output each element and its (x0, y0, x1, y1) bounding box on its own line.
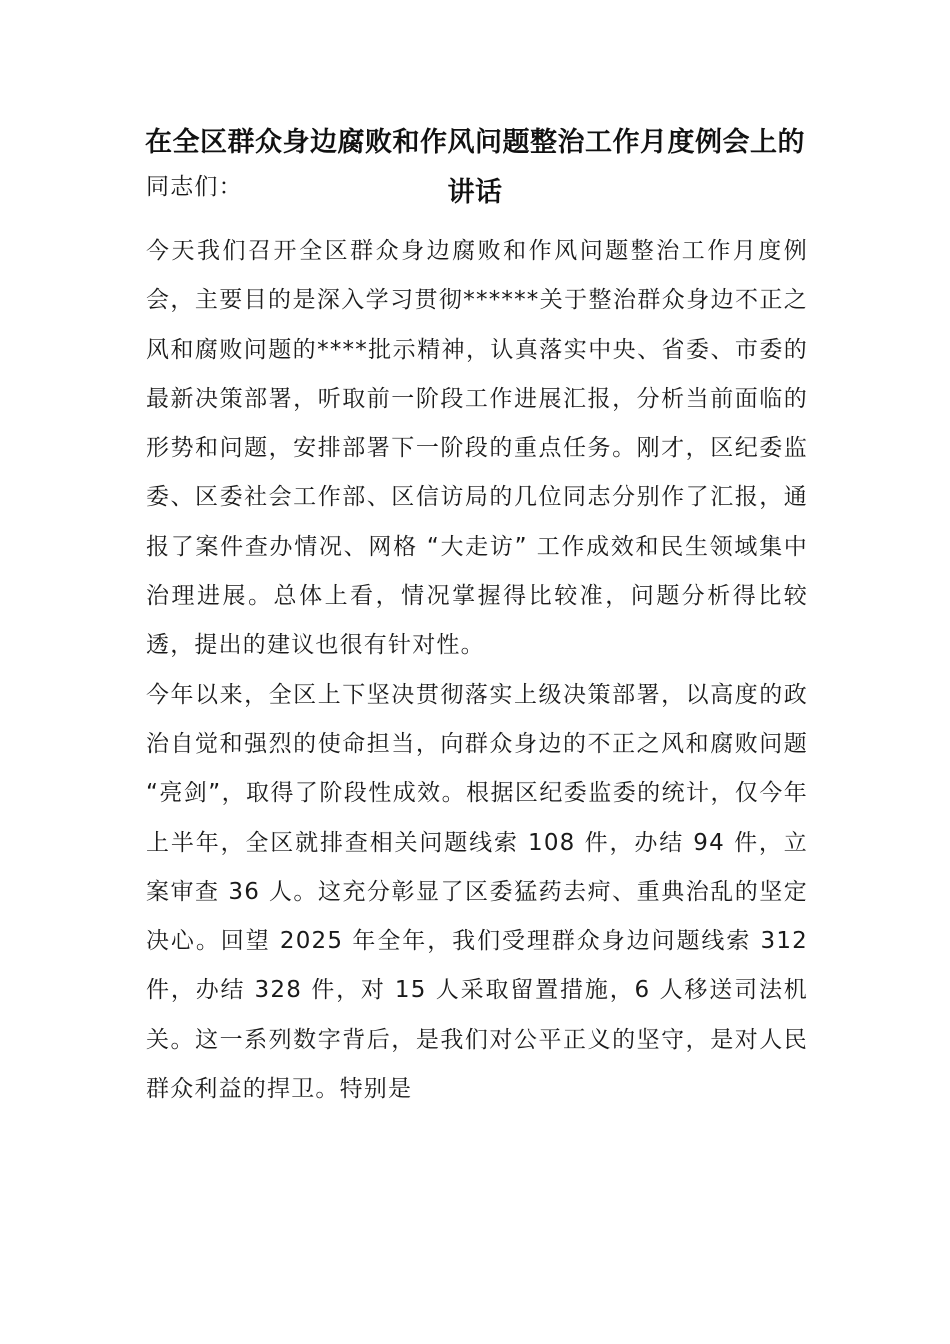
salutation: 同志们： (146, 174, 243, 200)
paragraph-1: 今天我们召开全区群众身边腐败和作风问题整治工作月度例会，主要目的是深入学习贯彻******关于整治群众身边不正之风和腐败问题的****批示精神，认真落实中央、省委、市委的最新决策部署，听取前一阶段工作进展汇报，分析当前面临的形势和问题，安排部署下一阶段的重点任务。刚才，区纪委监委、区委社会工作部、区信访局的几位同志分别作了汇报，通报了案件查办情况、网格 “大走访” 工作成效和民生领域集中治理进展。总体上看，情况掌握得比较准，问题分析得比较透，提出的建议也很有针对性。 (146, 238, 808, 659)
document-body (146, 227, 808, 1114)
paragraph-2: 今年以来，全区上下坚决贯彻落实上级决策部署，以高度的政治自觉和强烈的使命担当，向群众身边的不正之风和腐败问题 “亮剑”，取得了阶段性成效。根据区纪委监委的统计，仅今年上半年，全区就排查相关问题线索 108 件，办结 94 件，立案审查 36 人。这充分彰显了区委猛药去疴、重典治乱的坚定决心。回望 2025 年全年，我们受理群众身边问题线索 312 件，办结 328 件，对 15 人采取留置措施，6 人移送司法机关。这一系列数字背后，是我们对公平正义的坚守，是对人民群众利益的捍卫。特别是 (146, 681, 808, 1103)
document-title: 在全区群众身边腐败和作风问题整治工作月度例会上的讲话 (145, 127, 805, 208)
